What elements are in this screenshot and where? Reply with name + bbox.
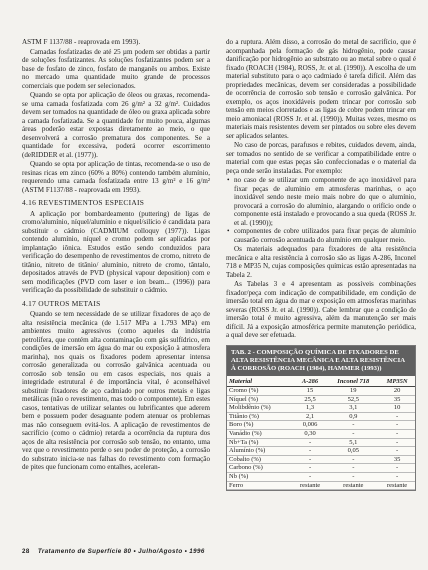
column-header: Inconel 718: [327, 376, 379, 387]
value-cell: -: [293, 438, 328, 447]
table-row: [227, 455, 415, 464]
list-item: • no caso de se utilizar um componente de aço inoxidável para fixar peças de alumínio em atmosferas marinhas, o aço inoxidável sendo neste meio mais nobre do que o alumínio, provocará a corrosão do alumínio, alargando o orifício onde o componente está instalado e provocando a sua queda (ROSS Jr. et al. (1990));: [234, 176, 416, 227]
value-cell: 35: [379, 455, 415, 464]
value-cell: -: [379, 473, 415, 482]
table-row: [227, 395, 415, 404]
value-cell: 52,5: [327, 395, 379, 404]
value-cell: -: [379, 464, 415, 473]
value-cell: restante: [379, 481, 415, 490]
page-footer: [22, 548, 205, 555]
table-row: [227, 387, 415, 396]
element-name-cell: Molibdênio (%): [227, 404, 293, 413]
value-cell: -: [327, 421, 379, 430]
paragraph: Quando se opta por aplicação de óleos ou graxas, recomenda-se uma camada fosfatizada com 26 g/m² a 32 g/m². Cuidados devem ser tomados na quantidade de óleo ou graxa aplicada sobre a camada fosfatizada. Se a quantidade for muito pouca, algumas áreas poderão estar expostas diretamente ao meio, o que desenvolverá a corrosão prematura dos componentes. Se a quantidade for excessiva, poderá ocorrer escorrimento (deRIDDER et al. (1977)).: [22, 91, 210, 159]
left-column: [22, 38, 210, 473]
column-header: Material: [227, 376, 293, 387]
paragraph: ASTM F 1137/88 - reaprovada em 1993).: [22, 38, 141, 46]
paragraph: Quando se tem necessidade de se utilizar fixadores de aço de alta resistência mecânica (de 1.517 MPa a 1.793 MPa) em ambientes muito agressivos (como aqueles da indústria petrolífera, que contém alta contaminação com gás sulfídrico, em condições de imersão em água do mar ou exposição à atmosfera marinha), nos quais os fixadores podem apresentar intensa corrosão generalizada ou corrosão galvânica acentuada ou corrosão sob tensão ou em casos especiais, nos quais a integridade estrutural é de importância vital, é aconselhável substituir fixadores de aço cadmiado por outros metais e ligas metálicas (não o revestimento, mas todo o componente). Em estes casos, tentativas de utilizar selantes ou lubrificantes que aderem bem e possuem poder desaguante podem atenuar os problemas mas não conseguem evitá-los. A aplicação de revestimentos de sacrifício (como o cádmio) retarda a ocorrência da ruptura dos aços de alta resistência por corrosão sob tensão, no entanto, uma vez que o revestimento perde o seu poder de proteção, a corrosão do substrato inicia-se nas falhas do revestimento com formação de pites que funcionam como entalhes, aceleran-: [22, 310, 210, 471]
column-header: MP35N: [379, 376, 415, 387]
value-cell: 2,1: [293, 412, 328, 421]
paragraph: A aplicação por bombardeamento (puttering) de ligas de cromo/alumínio, níquel/alumínio e níquel/silício é candidata para substituir o cádmio (CADMIUM colloquy (1977)). Ligas contendo alumínio, níquel e cromo podem ser aplicadas por implantação iônica. Estudos estão sendo conduzidos para verificação do desempenho de revestimentos de cromo, nitreto de titânio, nitreto de titânio/ alumínio, nitreto de cromo, tântalo, depositados através de PVD (physical vapour deposition) com e sem modificações (PVD com laser e ion beam... (1996)) para verificação da possibilidade de substituir o cádmio.: [22, 209, 210, 294]
table-row: [227, 430, 415, 439]
value-cell: 0,9: [327, 412, 379, 421]
value-cell: 10: [379, 404, 415, 413]
list-item: • componentes de cobre utilizados para fixar peças de alumínio causarão corrosão acentuada do alumínio em qualquer meio.: [234, 227, 416, 244]
element-name-cell: Nb (%): [227, 473, 293, 482]
paragraph: As Tabelas 3 e 4 apresentam as possíveis combinações fixador/peça com indicação de compatibilidade, em condição de imersão total em água do mar e exposição em atmosferas marinhas severas (ROSS Jr. et al. (1990)). Cabe lembrar que a condição de imersão total é muito agressiva, além da manutenção ser mais difícil. Já a exposição atmosférica permite manutenção periódica, a qual deve ser efetuada.: [226, 280, 416, 339]
value-cell: -: [379, 412, 415, 421]
value-cell: 19: [327, 387, 379, 396]
composition-table: [227, 376, 415, 491]
section-heading: 4.16 REVESTIMENTOS ESPECIAIS: [22, 198, 145, 207]
paragraph: Camadas fosfatizadas de até 25 µm podem ser obtidas a partir de soluções fosfatizantes. As soluções fosfatizantes podem ser a base de fosfato de zinco, fosfato de manganês ou ambos. Existe no mercado uma quantidade muito grande de processos comerciais que podem ser selecionados.: [22, 47, 210, 90]
element-name-cell: Alumínio (%): [227, 447, 293, 456]
value-cell: 35: [379, 395, 415, 404]
value-cell: -: [379, 438, 415, 447]
element-name-cell: Vanádio (%): [227, 430, 293, 439]
value-cell: 0,05: [327, 447, 379, 456]
table-row: [227, 464, 415, 473]
element-name-cell: Níquel (%): [227, 395, 293, 404]
table-row: [227, 447, 415, 456]
element-name-cell: Ferro: [227, 481, 293, 490]
paragraph: Quando se opta por aplicação de tintas, recomenda-se o uso de resinas ricas em zinco (60% a 80%) contendo também alumínio, requerendo uma camada fosfatizada entre 13 g/m² e 16 g/m² (ASTM F1137/88 - reaprovada em 1993).: [22, 160, 210, 194]
paragraph: Os materiais adequados para fixadores de alta resistência mecânica e alta resistência à corrosão são as ligas A-286, Inconel 718 e MP35 N, cujas composições químicas estão apresentadas na Tabela 2.: [226, 245, 416, 279]
column-header: A-286: [293, 376, 328, 387]
value-cell: 0,006: [293, 421, 328, 430]
section-heading: 4.17 OUTROS METAIS: [22, 298, 101, 308]
value-cell: -: [293, 447, 328, 456]
value-cell: -: [293, 473, 328, 482]
value-cell: -: [327, 473, 379, 482]
value-cell: -: [293, 464, 328, 473]
value-cell: 20: [379, 387, 415, 396]
value-cell: -: [327, 430, 379, 439]
table-row: [227, 481, 415, 490]
value-cell: -: [293, 455, 328, 464]
element-name-cell: Titânio (%): [227, 412, 293, 421]
paragraph: do a ruptura. Além disso, a corrosão do metal de sacrifício, que é acompanhada pela formação de gás hidrogênio, pode causar danificação por hidrogênio ao substrato ou ao metal sobre o qual é fixado (ROACH (1984), ROSS, Jr. et al. (1990)). A escolha de um material substituto para o aço cadmiado é tarefa difícil. Além das propriedades mecânicas, devem ser consideradas a possibilidade de ocorrência de corrosão sob tensão e corrosão galvânica. Por exemplo, os aços inoxidáveis podem trincar por corrosão sob tensão em meios clorretados e as ligas de cobre podem trincar em meio amoniacal (ROSS Jr. et al. (1990)). Muitas vezes, mesmo os materiais mais resistentes devem ser pintados ou sobre eles devem ser aplicados selantes.: [226, 38, 416, 140]
value-cell: -: [327, 464, 379, 473]
element-name-cell: Boro (%): [227, 421, 293, 430]
bullet-list: [226, 176, 416, 244]
journal-info: Tratamento de Superfície 80 • Julho/Agosto • 1996: [37, 548, 205, 555]
value-cell: -: [327, 455, 379, 464]
value-cell: 5,1: [327, 438, 379, 447]
paragraph: No caso de porcas, parafusos e rebites, cuidados devem, ainda, ser tomados no sentido de se verificar a compatibilidade entre o material com que estas peças são confeccionadas e o material da peça onde serão instaladas. Por exemplo:: [226, 141, 416, 175]
element-name-cell: Carbono (%): [227, 464, 293, 473]
value-cell: -: [379, 421, 415, 430]
value-cell: -: [379, 430, 415, 439]
table-title: TAB. 2 - COMPOSIÇÃO QUÍMICA DE FIXADORES DE ALTA RESISTÊNCIA MECÂNICA E ALTA RESISTÊNCIA À CORROSÃO (ROACH (1984), HAMMER (1993)): [227, 346, 415, 376]
table-row: [227, 412, 415, 421]
value-cell: 3,1: [327, 404, 379, 413]
value-cell: 1,3: [293, 404, 328, 413]
element-name-cell: Cobalto (%): [227, 455, 293, 464]
table-header-row: [227, 376, 415, 387]
value-cell: -: [379, 447, 415, 456]
table-row: [227, 421, 415, 430]
table-row: [227, 404, 415, 413]
value-cell: 15: [293, 387, 328, 396]
value-cell: 25,5: [293, 395, 328, 404]
table-row: [227, 473, 415, 482]
value-cell: restante: [327, 481, 379, 490]
right-column: [226, 38, 416, 491]
element-name-cell: Nb+Ta (%): [227, 438, 293, 447]
value-cell: 0,30: [293, 430, 328, 439]
value-cell: restante: [293, 481, 328, 490]
composition-table-box: [226, 345, 416, 492]
element-name-cell: Cromo (%): [227, 387, 293, 396]
table-row: [227, 438, 415, 447]
page-number: 28: [22, 548, 30, 555]
